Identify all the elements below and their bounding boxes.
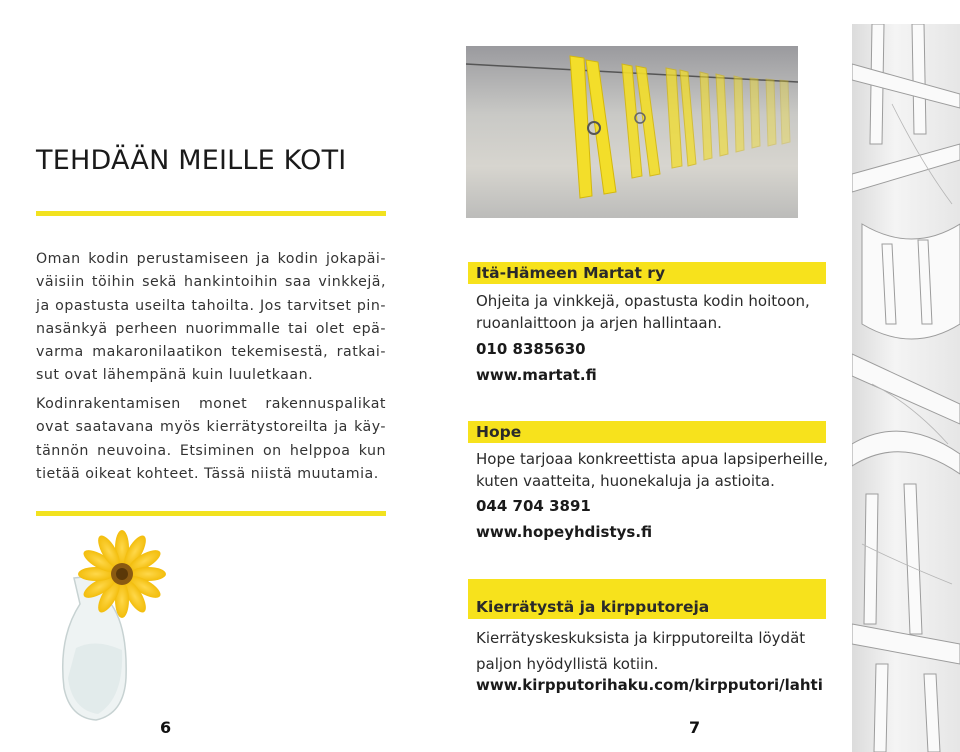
section-heading: Itä-Hämeen Martat ry xyxy=(476,264,666,282)
text-line: Ohjeita ja vinkkejä, opastusta kodin hoitoon, xyxy=(476,292,810,310)
text-line: ja opastusta useilta tahoilta. Jos tarvitset pin- xyxy=(36,297,386,314)
second-paragraph xyxy=(36,393,386,486)
section-description xyxy=(476,625,805,677)
website-link[interactable]: www.hopeyhdistys.fi xyxy=(476,523,653,541)
text-line: ovat saatavana myös kierrätystoreilta ja käy- xyxy=(36,419,386,436)
website-link[interactable]: www.martat.fi xyxy=(476,366,597,384)
text-line: sut ovat lähempänä kuin luuletkaan. xyxy=(36,367,314,384)
text-line: Kodinrakentamisen monet rakennuspalikat xyxy=(36,396,386,412)
phone-number: 010 8385630 xyxy=(476,340,586,358)
section-heading: Kierrätystä ja kirpputoreja xyxy=(476,598,710,616)
intro-paragraph xyxy=(36,248,386,388)
text-line: tietää oikeat kohteet. Tässä niistä muutamia. xyxy=(36,465,379,482)
website-link[interactable]: www.kirpputorihaku.com/kirpputori/lahti xyxy=(476,676,823,694)
section-description xyxy=(476,290,810,334)
section-heading-band xyxy=(468,262,826,284)
text-line: tännön neuvoina. Etsiminen on helppoa kun xyxy=(36,442,386,459)
yellow-divider xyxy=(36,511,386,516)
section-heading-band xyxy=(468,421,826,443)
section-heading-band xyxy=(468,579,826,619)
text-line: väisiin töihin sekä hankintoihin saa vinkkejä, xyxy=(36,274,386,291)
text-line: Hope tarjoaa konkreettista apua lapsiperheille, xyxy=(476,450,829,468)
page-number: 6 xyxy=(160,718,172,737)
section-description xyxy=(476,448,828,492)
section-heading: Hope xyxy=(476,423,522,441)
page-title: TEHDÄÄN MEILLE KOTI xyxy=(36,145,347,176)
white-chairs-photo xyxy=(852,24,960,752)
text-line: paljon hyödyllistä kotiin. xyxy=(476,655,659,673)
text-line: ruoanlaittoon ja arjen hallintaan. xyxy=(476,314,722,332)
yellow-divider xyxy=(36,211,386,216)
flower-vase-image xyxy=(36,528,196,728)
phone-number: 044 704 3891 xyxy=(476,497,591,515)
text-line: Kierrätyskeskuksista ja kirpputoreilta löydät xyxy=(476,629,806,647)
text-line: Oman kodin perustamiseen ja kodin jokapäi- xyxy=(36,251,386,267)
text-line: nasänkyä perheen nuorimmalle tai olet epä- xyxy=(36,320,386,337)
clothespins-photo xyxy=(466,46,798,218)
page-number: 7 xyxy=(689,718,701,737)
text-line: kuten vaatteita, huonekaluja ja astioita. xyxy=(476,472,775,490)
text-line: varma makaronilaatikon tekemisestä, ratkai- xyxy=(36,344,386,361)
